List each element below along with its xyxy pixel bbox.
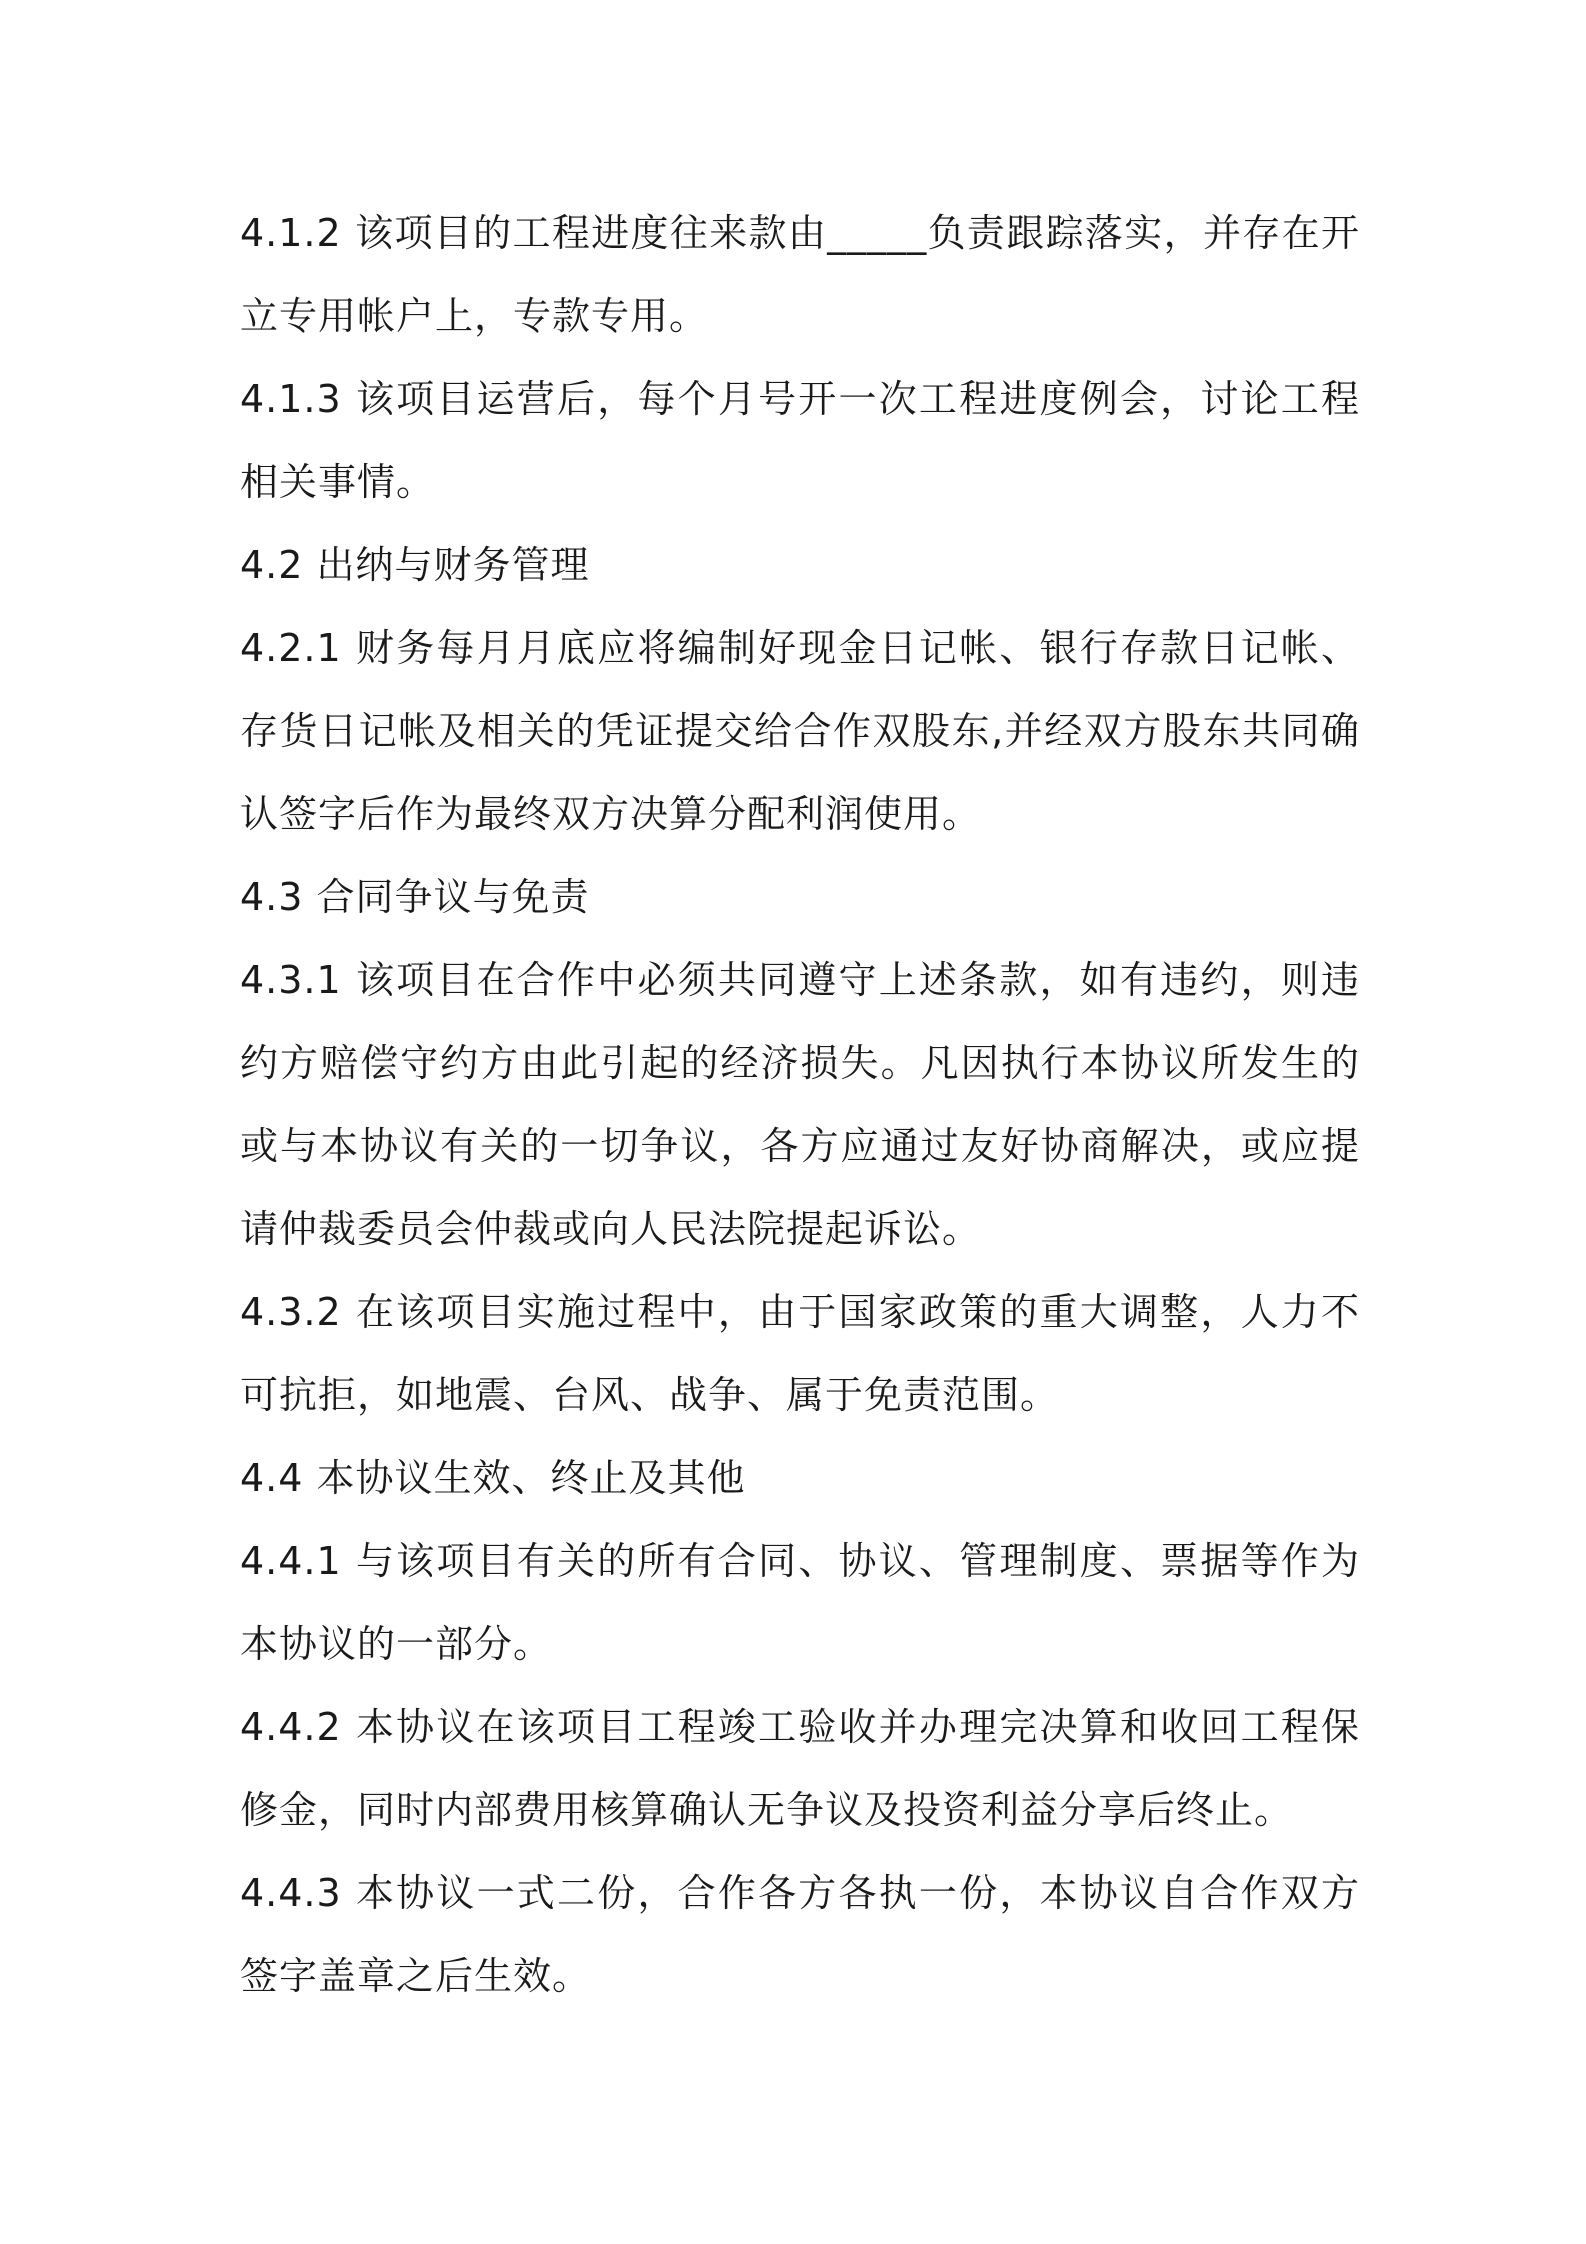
clause-4-1-2: 4.1.2 该项目的工程进度往来款由_____负责跟踪落实，并存在开立专用帐户上，专款专用。 — [240, 211, 1360, 338]
clause-4-3-2: 4.3.2 在该项目实施过程中，由于国家政策的重大调整，人力不可抗拒，如地震、台风、战争、属于免责范围。 — [240, 1290, 1360, 1417]
document-body — [240, 192, 1360, 2018]
clause-4-4-3: 4.4.3 本协议一式二份，合作各方各执一份，本协议自合作双方签字盖章之后生效。 — [240, 1871, 1360, 1998]
clause-4-4-1: 4.4.1 与该项目有关的所有合同、协议、管理制度、票据等作为本协议的一部分。 — [240, 1539, 1360, 1666]
clause-4-3-1: 4.3.1 该项目在合作中必须共同遵守上述条款，如有违约，则违约方赔偿守约方由此引起的经济损失。凡因执行本协议所发生的或与本协议有关的一切争议，各方应通过友好协商解决，或应提请仲裁委员会仲裁或向人民法院提起诉讼。 — [240, 958, 1360, 1251]
clause-4-1-3: 4.1.3 该项目运营后，每个月号开一次工程进度例会，讨论工程相关事情。 — [240, 377, 1360, 504]
clause-4-4-2: 4.4.2 本协议在该项目工程竣工验收并办理完决算和收回工程保修金，同时内部费用核算确认无争议及投资利益分享后终止。 — [240, 1705, 1360, 1832]
section-heading-4-3: 4.3 合同争议与免责 — [240, 875, 590, 919]
section-heading-4-4: 4.4 本协议生效、终止及其他 — [240, 1456, 746, 1500]
clause-4-2-1: 4.2.1 财务每月月底应将编制好现金日记帐、银行存款日记帐、存货日记帐及相关的凭证提交给合作双股东,并经双方股东共同确认签字后作为最终双方决算分配利润使用。 — [240, 626, 1360, 836]
section-heading-4-2: 4.2 出纳与财务管理 — [240, 543, 590, 587]
